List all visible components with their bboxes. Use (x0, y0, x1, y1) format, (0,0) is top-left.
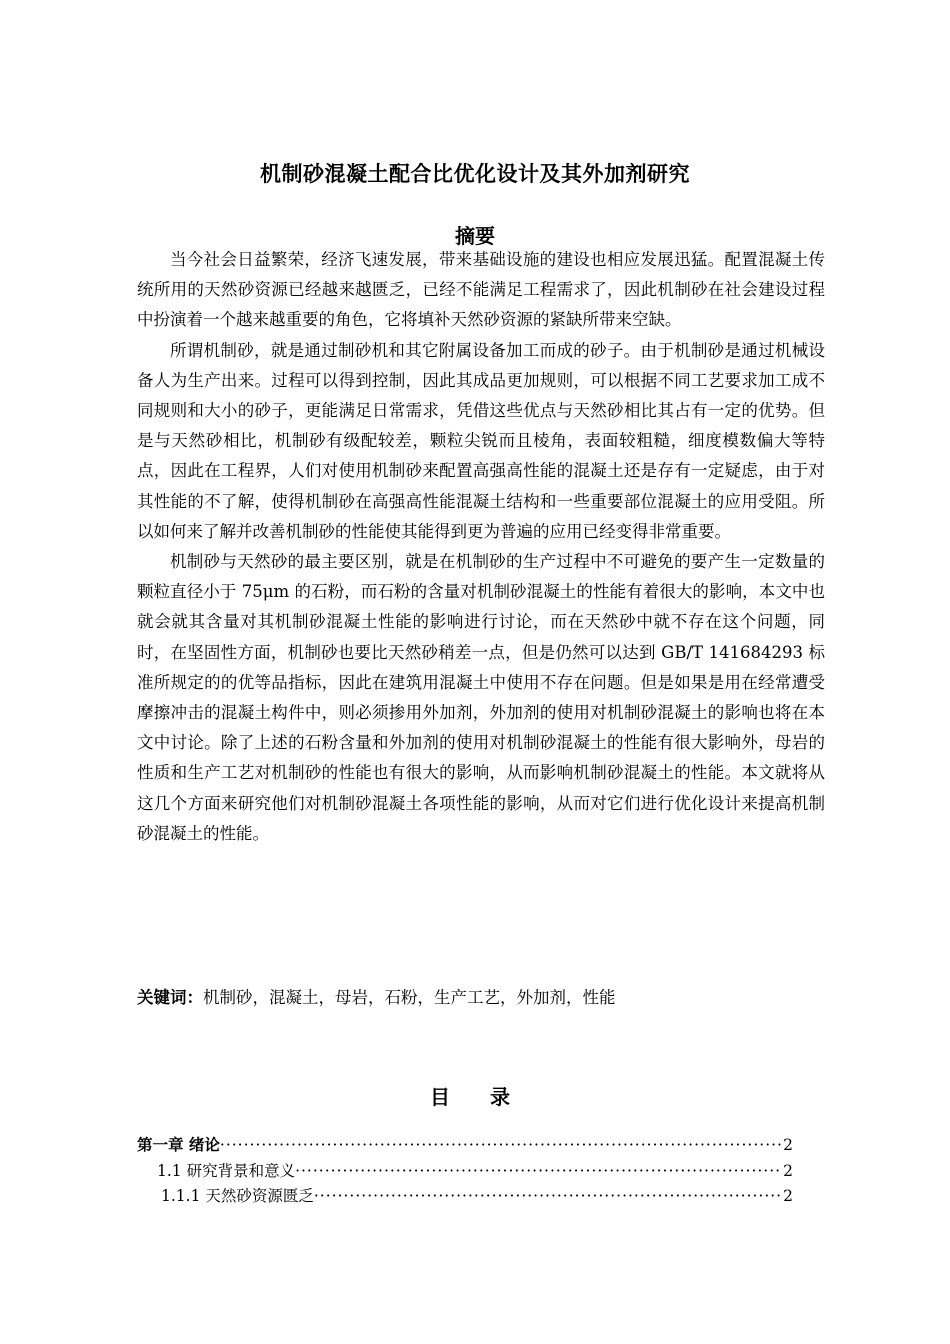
abstract-paragraph: 机制砂与天然砂的最主要区别，就是在机制砂的生产过程中不可避免的要产生一定数量的颗粒直径小于 75μm 的石粉，而石粉的含量对机制砂混凝土的性能有着很大的影响，本文中也就会就其含量对其机制砂混凝土性能的影响进行讨论，而在天然砂中就不存在这个问题，同时，在坚固性方面，机制砂也要比天然砂稍差一点，但是仍然可以达到 GB/T 141684293 标准所规定的的优等品指标，因此在建筑用混凝土中使用不存在问题。但是如果是用在经常遭受摩擦冲击的混凝土构件中，则必须掺用外加剂，外加剂的使用对机制砂混凝土的影响也将在本文中讨论。除了上述的石粉含量和外加剂的使用对机制砂混凝土的性能有很大影响外，母岩的性质和生产工艺对机制砂的性能也有很大的影响，从而影响机制砂混凝土的性能。本文就将从这几个方面来研究他们对机制砂混凝土各项性能的影响，从而对它们进行优化设计来提高机制砂混凝土的性能。 (137, 552, 825, 843)
toc-entry[interactable] (137, 1159, 793, 1185)
toc-page-number: 2 (783, 1136, 793, 1154)
toc-page-number: 2 (783, 1187, 793, 1205)
abstract-paragraph: 当今社会日益繁荣，经济飞速发展，带来基础设施的建设也相应发展迅猛。配置混凝土传统所用的天然砂资源已经越来越匮乏，已经不能满足工程需求了，因此机制砂在社会建设过程中扮演着一个越来越重要的角色，它将填补天然砂资源的紧缺所带来空缺。 (137, 250, 825, 330)
abstract-paragraph: 所谓机制砂，就是通过制砂机和其它附属设备加工而成的砂子。由于机制砂是通过机械设备人为生产出来。过程可以得到控制，因此其成品更加规则，可以根据不同工艺要求加工成不同规则和大小的砂子，更能满足日常需求，凭借这些优点与天然砂相比其占有一定的优势。但是与天然砂相比，机制砂有级配较差，颗粒尖锐而且棱角，表面较粗糙，细度模数偏大等特点，因此在工程界，人们对使用机制砂来配置高强高性能的混凝土还是存有一定疑虑，由于对其性能的不了解，使得机制砂在高强高性能混凝土结构和一些重要部位混凝土的应用受阻。所以如何来了解并改善机制砂的性能使其能得到更为普遍的应用已经变得非常重要。 (137, 340, 825, 541)
toc-entry-label: 第一章 绪论 (137, 1136, 220, 1154)
toc-leader-dots (295, 1159, 781, 1185)
abstract-body (137, 245, 825, 849)
keywords-value: 机制砂，混凝土，母岩，石粉，生产工艺，外加剂，性能 (203, 988, 616, 1007)
table-of-contents (137, 1133, 793, 1210)
toc-entry-label: 1.1.1 天然砂资源匮乏 (161, 1187, 314, 1205)
toc-heading: 目 录 (430, 1085, 520, 1109)
keywords-line (137, 983, 825, 1013)
toc-entry-label: 1.1 研究背景和意义 (157, 1161, 296, 1180)
toc-leader-dots (220, 1133, 781, 1159)
page-title: 机制砂混凝土配合比优化设计及其外加剂研究 (260, 162, 690, 186)
toc-entry[interactable] (137, 1133, 793, 1159)
toc-leader-dots (314, 1184, 781, 1210)
keywords-label: 关键词： (137, 988, 203, 1007)
abstract-heading: 摘要 (455, 224, 495, 248)
toc-entry[interactable] (137, 1184, 793, 1210)
toc-page-number: 2 (783, 1161, 793, 1180)
